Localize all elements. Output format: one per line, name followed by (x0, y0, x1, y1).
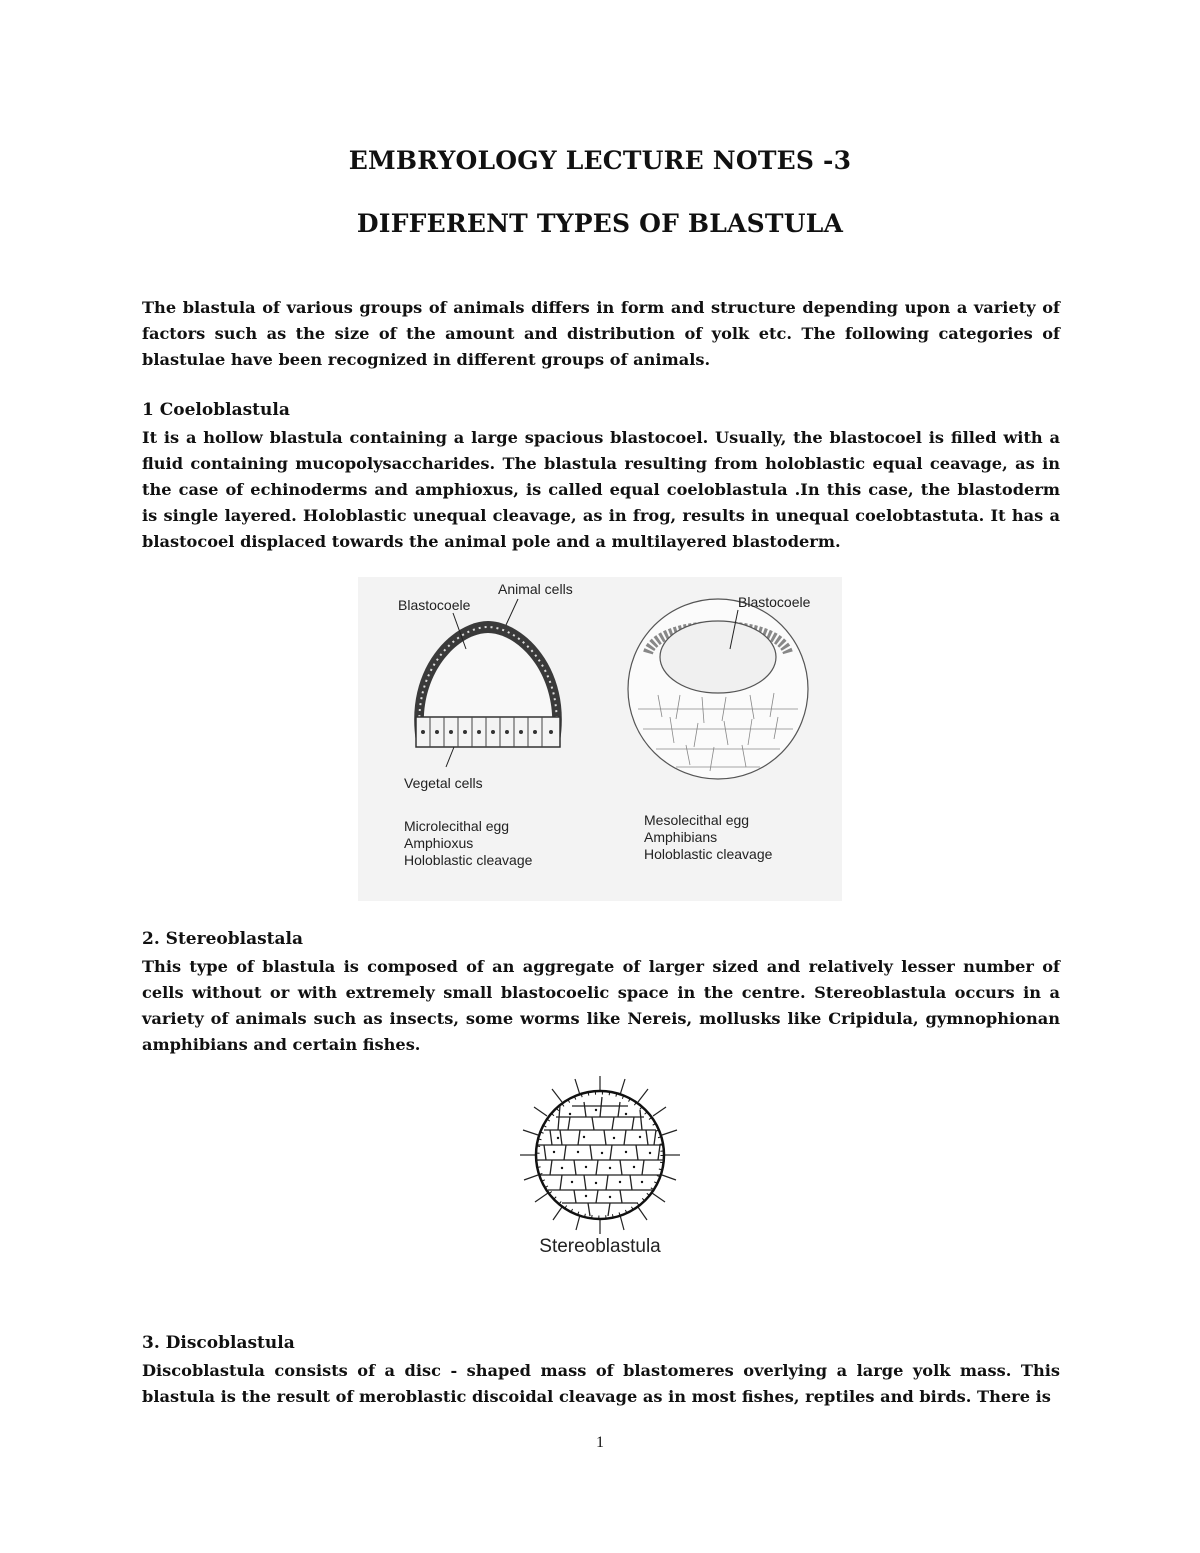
section-heading-discoblastula: 3. Discoblastula (142, 1333, 295, 1353)
caption-microlecithal-egg: Microlecithal egg (404, 818, 510, 834)
document-title: EMBRYOLOGY LECTURE NOTES -3 (348, 146, 852, 175)
document-subtitle: DIFFERENT TYPES OF BLASTULA (356, 209, 844, 238)
section-body-stereoblastula: This type of blastula is composed of an aggregate of larger sized and relatively lesser number of cells without or with extremely small blastocoelic space in the centre. Stereoblastula occurs in a variety of animals such as insects, some worms like Nereis, mollusks like Cripidula, gymnophionan amphibians and certain fishes. (142, 957, 1060, 1054)
section-heading-stereoblastula: 2. Stereoblastala (142, 929, 303, 949)
label-animal-cells: Animal cells (498, 581, 573, 597)
caption-holoblastic-cleavage-left: Holoblastic cleavage (404, 852, 533, 868)
coeloblastula-figure (358, 577, 842, 901)
section-heading-coeloblastula: 1 Coeloblastula (142, 400, 290, 420)
label-blastocoele-right: Blastocoele (738, 594, 811, 610)
intro-paragraph: The blastula of various groups of animals differs in form and structure depending upon a variety of factors such as the size of the amount and distribution of yolk etc. The following categories of blastulae have been recognized in different groups of animals. (142, 298, 1060, 369)
page-number: 1 (596, 1434, 604, 1451)
mesolecithal-blastula-diagram (628, 599, 808, 779)
caption-mesolecithal-egg: Mesolecithal egg (644, 812, 750, 828)
caption-amphibians: Amphibians (644, 829, 718, 845)
caption-amphioxus: Amphioxus (404, 835, 474, 851)
section-body-coeloblastula: It is a hollow blastula containing a large spacious blastocoel. Usually, the blastocoel is filled with a fluid containing mucopolysaccharides. The blastula resulting from holoblastic equal ceavage, as in the case of echinoderms and amphioxus, is called equal coeloblastula .In this case, the blastoderm is single layered. Holoblastic unequal cleavage, as in frog, results in unequal coelobtastuta. It has a blastocoel displaced towards the animal pole and a multilayered blastoderm. (142, 428, 1060, 551)
section-body-discoblastula: Discoblastula consists of a disc - shaped mass of blastomeres overlying a large yolk mass. This blastula is the result of meroblastic discoidal cleavage as in most fishes, reptiles and birds. There is (142, 1361, 1060, 1406)
stereoblastula-figure (500, 1070, 700, 1260)
label-vegetal-cells: Vegetal cells (404, 775, 483, 791)
label-blastocoele-left: Blastocoele (398, 597, 471, 613)
caption-holoblastic-cleavage-right: Holoblastic cleavage (644, 846, 773, 862)
caption-stereoblastula: Stereoblastula (539, 1236, 661, 1257)
stereoblastula-diagram (520, 1076, 680, 1234)
